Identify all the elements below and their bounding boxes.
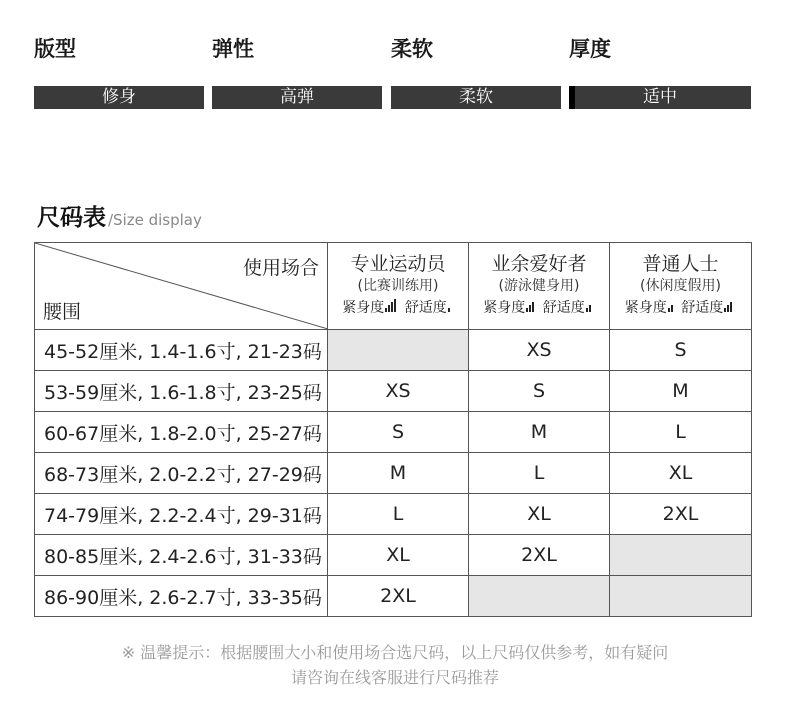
size-cell: M [469, 412, 610, 453]
size-cell: L [610, 412, 752, 453]
attr-value-thickness [569, 86, 751, 109]
size-chart-title-sub: /Size display [108, 211, 202, 229]
table-row [35, 453, 752, 494]
attr-value-fit-label: 修身 [102, 87, 136, 107]
selection-marker [569, 86, 575, 109]
attr-value-elasticity-label: 高弹 [280, 87, 314, 107]
attr-value-elasticity [212, 86, 382, 109]
attr-label-elasticity: 弹性 [212, 37, 254, 61]
size-cell: XL [610, 453, 752, 494]
waist-range-cell: 68-73厘米, 2.0-2.2寸, 27-29码 [35, 453, 328, 494]
size-cell-empty [610, 535, 752, 576]
waist-range-cell: 74-79厘米, 2.2-2.4寸, 29-31码 [35, 494, 328, 535]
attribute-labels [0, 33, 790, 63]
attr-value-thickness-label: 适中 [643, 87, 677, 107]
signal-bars-icon [448, 296, 451, 320]
size-cell: S [610, 330, 752, 371]
size-cell: 2XL [469, 535, 610, 576]
attribute-bars [0, 86, 790, 110]
size-cell: XL [328, 535, 469, 576]
header-waist-label: 腰围 [43, 301, 82, 323]
waist-range-cell: 45-52厘米, 1.4-1.6寸, 21-23码 [35, 330, 328, 371]
size-cell: 2XL [328, 576, 469, 617]
size-cell: XL [469, 494, 610, 535]
column-title: 专业运动员 [350, 253, 446, 275]
waist-range-cell: 60-67厘米, 1.8-2.0寸, 25-27码 [35, 412, 328, 453]
table-header-row [35, 243, 752, 330]
comfort-label: 舒适度 [404, 300, 447, 316]
waist-range-cell: 80-85厘米, 2.4-2.6寸, 31-33码 [35, 535, 328, 576]
size-cell: M [610, 371, 752, 412]
size-cell-empty [610, 576, 752, 617]
size-cell: L [328, 494, 469, 535]
signal-bars-icon [724, 296, 733, 320]
table-row [35, 412, 752, 453]
size-cell-empty [469, 576, 610, 617]
column-header-professional [328, 243, 469, 330]
table-row [35, 576, 752, 617]
signal-bars-icon [526, 296, 535, 320]
column-subtitle: (休闲度假用) [640, 278, 721, 294]
waist-range-cell: 53-59厘米, 1.6-1.8寸, 23-25码 [35, 371, 328, 412]
column-header-casual [610, 243, 752, 330]
size-cell: S [469, 371, 610, 412]
tightness-label: 紧身度 [624, 300, 667, 316]
attr-value-fit [34, 86, 204, 109]
signal-bars-icon [668, 296, 674, 320]
column-header-amateur [469, 243, 610, 330]
attr-value-softness [391, 86, 561, 109]
attr-label-thickness: 厚度 [569, 37, 611, 61]
signal-bars-icon [385, 296, 397, 320]
size-cell: 2XL [610, 494, 752, 535]
table-corner-cell [35, 243, 328, 330]
attr-value-softness-label: 柔软 [459, 87, 493, 107]
size-chart-title [37, 199, 202, 231]
size-cell: XS [469, 330, 610, 371]
comfort-label: 舒适度 [542, 300, 585, 316]
attr-label-fit: 版型 [34, 37, 76, 61]
table-row [35, 494, 752, 535]
size-tip-note [0, 640, 790, 690]
size-cell-empty [328, 330, 469, 371]
size-chart-title-main: 尺码表 [37, 205, 106, 231]
column-title: 普通人士 [642, 253, 719, 275]
header-usage-label: 使用场合 [242, 257, 319, 279]
comfort-label: 舒适度 [681, 300, 724, 316]
size-cell: L [469, 453, 610, 494]
note-line-2: 请咨询在线客服进行尺码推荐 [290, 668, 499, 687]
tightness-label: 紧身度 [483, 300, 526, 316]
column-subtitle: (游泳健身用) [498, 278, 580, 294]
size-cell: XS [328, 371, 469, 412]
column-subtitle: (比赛训练用) [357, 278, 439, 294]
tightness-label: 紧身度 [342, 300, 385, 316]
attr-label-softness: 柔软 [391, 37, 433, 61]
waist-range-cell: 86-90厘米, 2.6-2.7寸, 33-35码 [35, 576, 328, 617]
table-row [35, 371, 752, 412]
table-row [35, 535, 752, 576]
size-cell: M [328, 453, 469, 494]
note-line-1: ※ 温馨提示：根据腰围大小和使用场合选尺码，以上尺码仅供参考，如有疑问 [121, 643, 669, 662]
size-table [34, 242, 752, 617]
table-row [35, 330, 752, 371]
column-title: 业余爱好者 [491, 253, 587, 275]
signal-bars-icon [586, 296, 592, 320]
size-cell: S [328, 412, 469, 453]
